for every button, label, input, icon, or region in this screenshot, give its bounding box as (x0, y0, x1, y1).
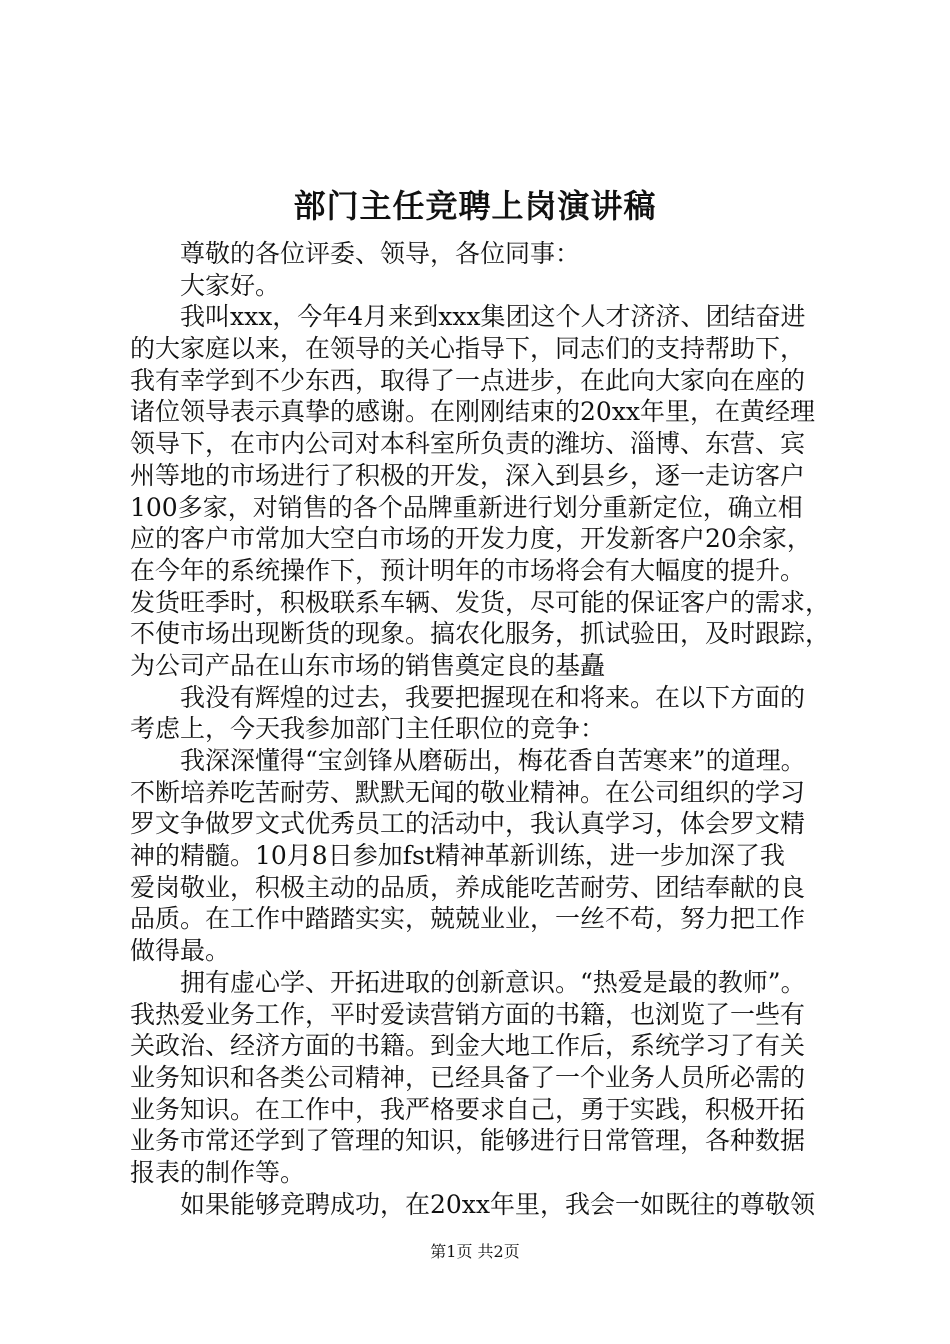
text-line: 关政治、经济方面的书籍。到金大地工作后，系统学习了有关 (130, 1031, 806, 1061)
text-line: 诸位领导表示真挚的感谢。在刚刚结束的20xx年里，在黄经理 (130, 397, 816, 427)
text-line: 发货旺季时，积极联系车辆、发货，尽可能的保证客户的需求， (130, 587, 831, 617)
text-line: 的大家庭以来，在领导的关心指导下，同志们的支持帮助下， (130, 334, 806, 364)
text-line: 100多家，对销售的各个品牌重新进行划分重新定位，确立相 (130, 492, 803, 522)
text-line: 我叫xxx，今年4月来到xxx集团这个人才济济、团结奋进 (180, 302, 806, 332)
text-line: 领导下，在市内公司对本科室所负责的潍坊、淄博、东营、宾 (130, 429, 806, 459)
page-footer: 第1页 共2页 (430, 1242, 520, 1261)
text-line: 做得最。 (130, 936, 231, 966)
text-line: 如果能够竞聘成功，在20xx年里，我会一如既往的尊敬领 (180, 1189, 816, 1219)
text-line: 不断培养吃苦耐劳、默默无闻的敬业精神。在公司组织的学习 (130, 777, 806, 807)
text-line: 我热爱业务工作，平时爱读营销方面的书籍，也浏览了一些有 (130, 999, 806, 1029)
text-line: 爱岗敬业，积极主动的品质，养成能吃苦耐劳、团结奉献的良 (130, 872, 806, 902)
text-line: 我没有辉煌的过去，我要把握现在和将来。在以下方面的 (180, 682, 806, 712)
text-line: 报表的制作等。 (130, 1157, 306, 1187)
text-line: 大家好。 (180, 270, 281, 300)
text-line: 不使市场出现断货的现象。搞农化服务，抓试验田，及时跟踪， (130, 619, 831, 649)
text-line: 业务市常还学到了管理的知识，能够进行日常管理，各种数据 (130, 1126, 806, 1156)
text-line: 业务知识和各类公司精神，已经具备了一个业务人员所必需的 (130, 1062, 806, 1092)
text-line: 应的客户市常加大空白市场的开发力度，开发新客户20余家， (130, 524, 812, 554)
text-line: 我有幸学到不少东西，取得了一点进步，在此向大家向在座的 (130, 365, 806, 395)
text-line: 业务知识。在工作中，我严格要求自己，勇于实践，积极开拓 (130, 1094, 806, 1124)
text-line: 拥有虚心学、开拓进取的创新意识。“热爱是最的教师”。 (180, 967, 806, 997)
text-line: 神的精髓。10月8日参加fst精神革新训练，进一步加深了我 (130, 841, 785, 871)
document-body (130, 238, 850, 1220)
text-line: 为公司产品在山东市场的销售奠定良的基矗 (130, 650, 606, 680)
text-line: 我深深懂得“宝剑锋从磨砺出，梅花香自苦寒来”的道理。 (180, 746, 806, 775)
text-line: 尊敬的各位评委、领导，各位同事： (180, 239, 581, 268)
text-line: 考虑上，今天我参加部门主任职位的竞争： (130, 714, 606, 744)
text-line: 品质。在工作中踏踏实实，兢兢业业，一丝不苟，努力把工作 (130, 904, 806, 934)
document-title: 部门主任竞聘上岗演讲稿 (293, 187, 657, 225)
text-line: 州等地的市场进行了积极的开发，深入到县乡，逐一走访客户 (130, 460, 806, 490)
text-line: 罗文争做罗文式优秀员工的活动中，我认真学习，体会罗文精 (130, 809, 806, 839)
text-line: 在今年的系统操作下，预计明年的市场将会有大幅度的提升。 (130, 555, 806, 585)
